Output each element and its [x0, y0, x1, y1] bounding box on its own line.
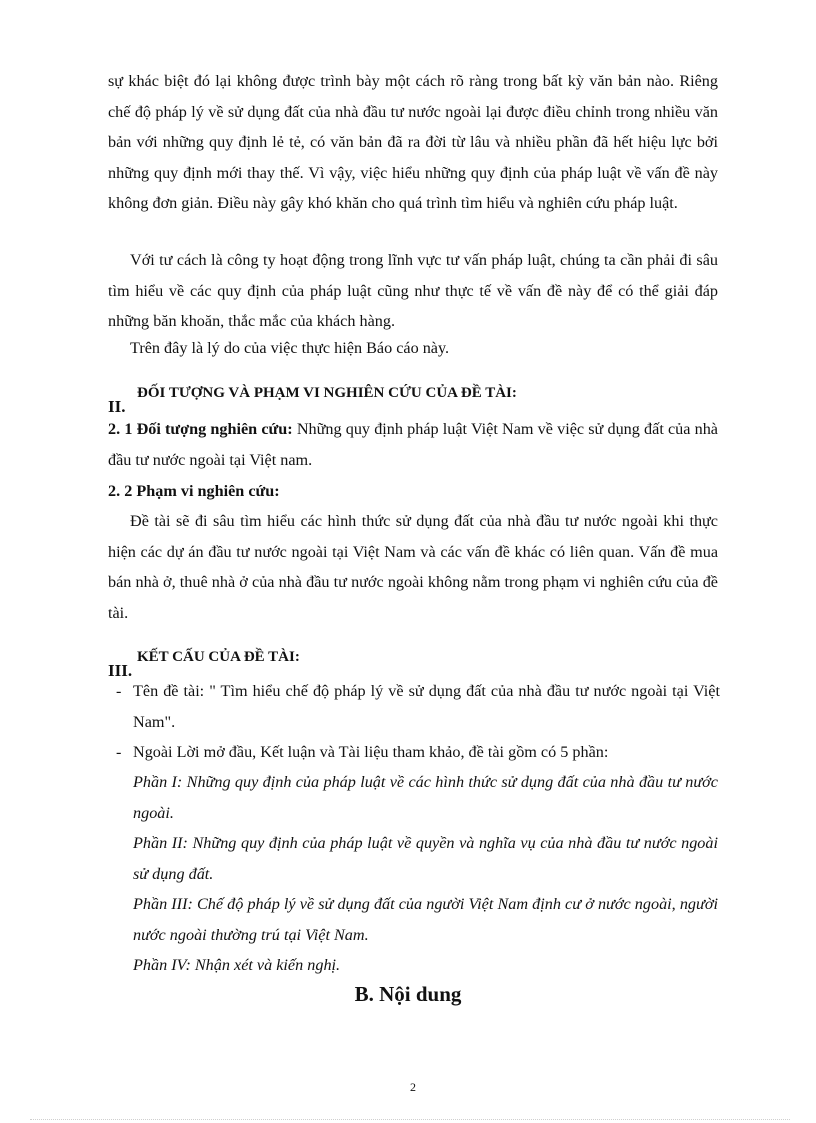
intro-paragraph-1: sự khác biệt đó lại không được trình bày một cách rõ ràng trong bất kỳ văn bản nào. Riêng chế độ pháp lý về sử dụng đất của nhà đầu tư nước ngoài lại được điều chỉnh trong nhiều văn bản với những quy định lẻ tẻ, có văn bản đã ra đời từ lâu và nhiều phần đã hết hiệu lực bởi những quy định mới thay thế. Vì vậy, việc hiểu những quy định của pháp luật về vấn đề này không đơn giản. Điều này gây khó khăn cho quá trình tìm hiểu và nghiên cứu pháp luật.: [108, 72, 718, 212]
list-dash: -: [116, 743, 122, 761]
part-4: Phần IV: Nhận xét và kiến nghị.: [133, 956, 341, 974]
section-2-heading: [108, 385, 728, 415]
list-item: [108, 676, 720, 737]
section-3-number: III.: [108, 661, 133, 680]
section-2-2-label: 2. 2 Phạm vi nghiên cứu:: [108, 482, 280, 500]
intro-paragraph-3: Trên đây là lý do của việc thực hiện Báo cáo này.: [130, 339, 450, 357]
page-number: 2: [410, 1080, 416, 1094]
page-bottom-rule: [30, 1119, 790, 1120]
part-2: Phần II: Những quy định của pháp luật về quyền và nghĩa vụ của nhà đầu tư nước ngoài sử dụng đất.: [133, 834, 718, 883]
section-b-heading: B. Nội dung: [354, 982, 462, 1006]
section-2-2-text: Đề tài sẽ đi sâu tìm hiểu các hình thức sử dụng đất của nhà đầu tư nước ngoài khi thực hiện các dự án đầu tư nước ngoài tại Việt Nam và các vấn đề khác có liên quan. Vấn đề mua bán nhà ở, thuê nhà ở của nhà đầu tư nước ngoài không nằm trong phạm vi nghiên cứu của đề tài.: [108, 512, 718, 622]
section-2-1-paragraph: [108, 414, 718, 475]
part-3: Phần III: Chế độ pháp lý về sử dụng đất của người Việt Nam định cư ở nước ngoài, người nước ngoài thường trú tại Việt Nam.: [133, 895, 718, 944]
list-item: [108, 737, 720, 768]
list-item-text: Tên đề tài: " Tìm hiểu chế độ pháp lý về sử dụng đất của nhà đầu tư nước ngoài tại Việt Nam".: [133, 682, 720, 731]
section-2-1-text: Những quy định pháp luật Việt Nam về việc sử dụng đất của nhà đầu tư nước ngoài tại Việt nam.: [108, 420, 718, 469]
section-2-1-label: 2. 1 Đối tượng nghiên cứu:: [108, 420, 293, 438]
section-3-title: KẾT CẤU CỦA ĐỀ TÀI:: [137, 649, 300, 665]
intro-paragraph-2: Với tư cách là công ty hoạt động trong lĩnh vực tư vấn pháp luật, chúng ta cần phải đi sâu tìm hiểu về các quy định của pháp luật cũng như thực tế về vấn đề này để có thể giải đáp những băn khoăn, thắc mắc của khách hàng.: [108, 251, 718, 330]
section-2-title: ĐỐI TƯỢNG VÀ PHẠM VI NGHIÊN CỨU CỦA ĐỀ TÀI:: [137, 385, 517, 401]
list-dash: -: [116, 682, 122, 700]
part-1: Phần I: Những quy định của pháp luật về các hình thức sử dụng đất của nhà đầu tư nước ngoài.: [133, 773, 718, 822]
section-3-heading: [108, 649, 728, 679]
list-item-text: Ngoài Lời mở đầu, Kết luận và Tài liệu tham khảo, đề tài gồm có 5 phần:: [133, 743, 609, 761]
section-2-number: II.: [108, 397, 126, 416]
